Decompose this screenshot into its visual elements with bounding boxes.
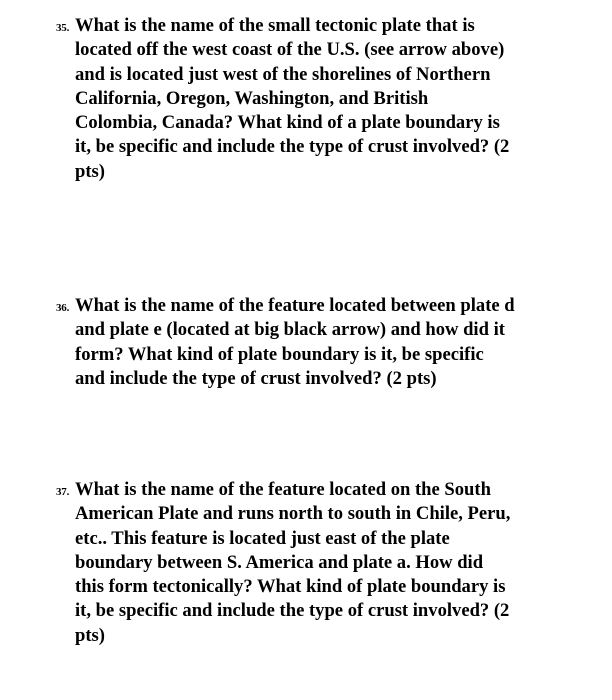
question-line: and plate e (located at big black arrow) and how did it	[75, 319, 505, 341]
question-line: American Plate and runs north to south in Chile, Peru,	[75, 503, 511, 525]
question-line: California, Oregon, Washington, and British	[75, 87, 429, 109]
question-line: etc.. This feature is located just east of the plate	[75, 527, 450, 549]
question-line: this form tectonically? What kind of plate boundary is	[75, 576, 506, 598]
question-line: What is the name of the small tectonic plate that is	[75, 15, 475, 36]
question-number: 36.	[56, 302, 70, 314]
question-line: pts)	[75, 160, 105, 182]
question-line: and is located just west of the shorelines of Northern	[75, 63, 491, 85]
question-number: 35.	[56, 22, 70, 34]
question-37	[56, 478, 566, 648]
question-number: 37.	[56, 486, 70, 498]
question-text	[75, 478, 566, 648]
question-line: What is the name of the feature located on the South	[75, 479, 491, 500]
question-line: it, be specific and include the type of crust involved? (2	[75, 600, 510, 622]
question-36	[56, 294, 566, 391]
question-line: pts)	[75, 624, 105, 646]
question-35	[56, 14, 566, 184]
question-line: it, be specific and include the type of crust involved? (2	[75, 136, 510, 158]
question-line: and include the type of crust involved? (2 pts)	[75, 367, 437, 389]
question-text	[75, 14, 566, 184]
question-line: boundary between S. America and plate a. How did	[75, 551, 484, 573]
question-line: located off the west coast of the U.S. (see arrow above)	[75, 39, 505, 61]
question-line: form? What kind of plate boundary is it, be specific	[75, 343, 484, 365]
question-line: Colombia, Canada? What kind of a plate boundary is	[75, 112, 500, 134]
question-text	[75, 294, 566, 391]
question-line: What is the name of the feature located between plate d	[75, 295, 515, 316]
